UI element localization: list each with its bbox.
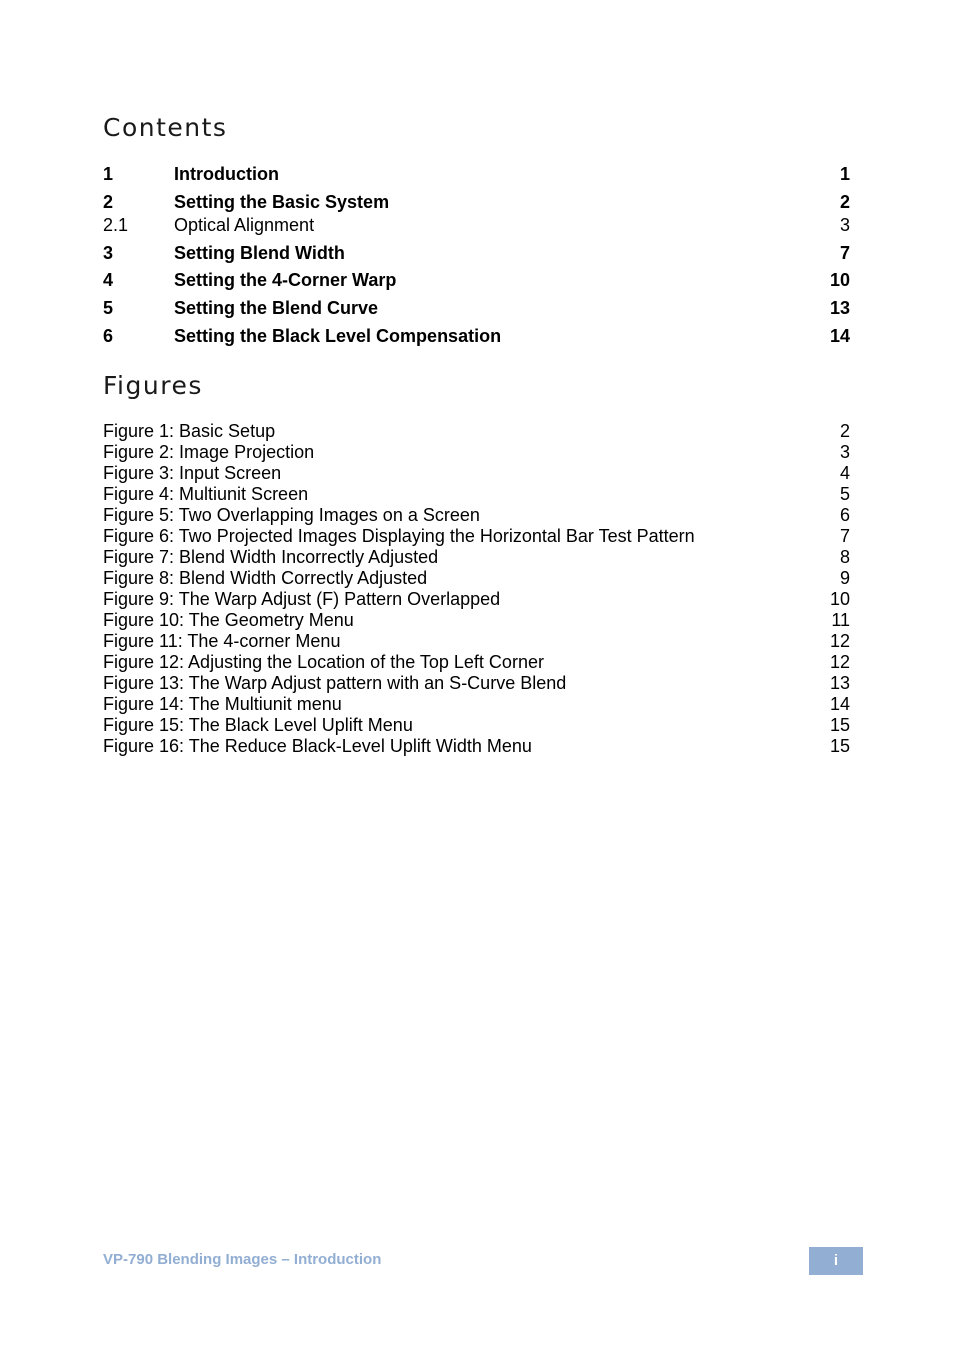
figure-entry-page: 12 <box>829 631 850 651</box>
toc-entry-number: 6 <box>103 326 114 346</box>
figure-entry-title: Figure 15: The Black Level Uplift Menu <box>103 715 413 735</box>
toc-entry-page: 7 <box>839 243 850 263</box>
toc-entry-optical-alignment[interactable] <box>103 214 850 236</box>
figure-entry-title: Figure 4: Multiunit Screen <box>103 484 309 504</box>
figure-entry[interactable] <box>103 442 850 463</box>
figure-entry-page: 9 <box>839 568 850 588</box>
figure-entry-title: Figure 5: Two Overlapping Images on a Screen <box>103 505 480 525</box>
figure-entry-page: 10 <box>829 589 850 609</box>
figure-entry[interactable] <box>103 421 850 442</box>
figure-entry-title: Figure 12: Adjusting the Location of the Top Left Corner <box>103 652 544 672</box>
toc-entry-page: 10 <box>829 270 850 290</box>
figure-entry-page: 2 <box>839 421 850 441</box>
toc-entry-blend-width[interactable] <box>103 242 850 264</box>
toc-entry-page: 13 <box>829 298 850 318</box>
figure-entry-title: Figure 1: Basic Setup <box>103 421 276 441</box>
figure-entry-title: Figure 16: The Reduce Black-Level Uplift Width Menu <box>103 736 532 756</box>
toc-entry-page: 2 <box>839 192 850 212</box>
toc-entry-title: Setting the Black Level Compensation <box>174 326 502 346</box>
figure-entry-page: 8 <box>839 547 850 567</box>
toc-entry-four-corner-warp[interactable] <box>103 269 850 291</box>
toc-entry-number: 2.1 <box>103 215 129 235</box>
figure-entry[interactable] <box>103 610 850 631</box>
toc-entry-introduction[interactable] <box>103 163 850 185</box>
toc-entry-title: Setting the Blend Curve <box>174 298 379 318</box>
figure-entry-title: Figure 7: Blend Width Incorrectly Adjusted <box>103 547 439 567</box>
figure-entry-page: 11 <box>831 610 850 630</box>
figure-entry[interactable] <box>103 715 850 736</box>
figure-entry-page: 5 <box>839 484 850 504</box>
figure-entry[interactable] <box>103 526 850 547</box>
figure-entry-page: 7 <box>839 526 850 546</box>
figure-entry-page: 6 <box>839 505 850 525</box>
toc-entry-number: 2 <box>103 192 114 212</box>
figure-entry[interactable] <box>103 589 850 610</box>
figure-entry[interactable] <box>103 694 850 715</box>
figure-entry-title: Figure 10: The Geometry Menu <box>103 610 354 630</box>
figure-entry-title: Figure 14: The Multiunit menu <box>103 694 342 714</box>
toc-entry-basic-system[interactable] <box>103 191 850 213</box>
toc-entry-title: Setting the Basic System <box>174 192 390 212</box>
figure-entry-page: 14 <box>829 694 850 714</box>
toc-entry-title: Optical Alignment <box>174 215 315 235</box>
toc-entry-black-level[interactable] <box>103 325 850 347</box>
figure-entry-title: Figure 6: Two Projected Images Displaying the Horizontal Bar Test Pattern <box>103 526 695 546</box>
figure-entry-title: Figure 2: Image Projection <box>103 442 315 462</box>
toc-entry-number: 4 <box>103 270 114 290</box>
figure-entry-page: 12 <box>829 652 850 672</box>
toc-entry-number: 3 <box>103 243 114 263</box>
figure-entry[interactable] <box>103 631 850 652</box>
figure-entry-title: Figure 9: The Warp Adjust (F) Pattern Overlapped <box>103 589 501 609</box>
toc-entry-page: 1 <box>839 164 850 184</box>
figure-entry-title: Figure 3: Input Screen <box>103 463 282 483</box>
figure-entry[interactable] <box>103 463 850 484</box>
toc-entry-title: Introduction <box>174 164 279 184</box>
figure-entry-page: 4 <box>839 463 850 483</box>
page-number-badge: i <box>809 1247 863 1275</box>
figure-entry[interactable] <box>103 505 850 526</box>
contents-heading: Contents <box>103 113 228 142</box>
footer-title: VP-790 Blending Images – Introduction <box>103 1251 382 1268</box>
toc-entry-title: Setting Blend Width <box>174 243 345 263</box>
figure-entry[interactable] <box>103 652 850 673</box>
figure-entry[interactable] <box>103 484 850 505</box>
figure-entry[interactable] <box>103 568 850 589</box>
toc-entry-blend-curve[interactable] <box>103 297 850 319</box>
figure-entry[interactable] <box>103 736 850 757</box>
figure-entry-page: 15 <box>829 715 850 735</box>
figure-entry-title: Figure 13: The Warp Adjust pattern with an S-Curve Blend <box>103 673 567 693</box>
figure-list <box>103 421 850 757</box>
figure-entry[interactable] <box>103 673 850 694</box>
figure-entry-page: 15 <box>829 736 850 756</box>
toc-entry-number: 1 <box>103 164 114 184</box>
toc-entry-number: 5 <box>103 298 114 318</box>
figures-heading: Figures <box>103 371 203 400</box>
figure-entry-title: Figure 8: Blend Width Correctly Adjusted <box>103 568 428 588</box>
toc-entry-page: 3 <box>839 215 850 235</box>
figure-entry-page: 3 <box>839 442 850 462</box>
toc-entry-page: 14 <box>829 326 850 346</box>
toc-entry-title: Setting the 4-Corner Warp <box>174 270 397 290</box>
figure-entry[interactable] <box>103 547 850 568</box>
figure-entry-title: Figure 11: The 4-corner Menu <box>103 631 341 651</box>
figure-entry-page: 13 <box>829 673 850 693</box>
